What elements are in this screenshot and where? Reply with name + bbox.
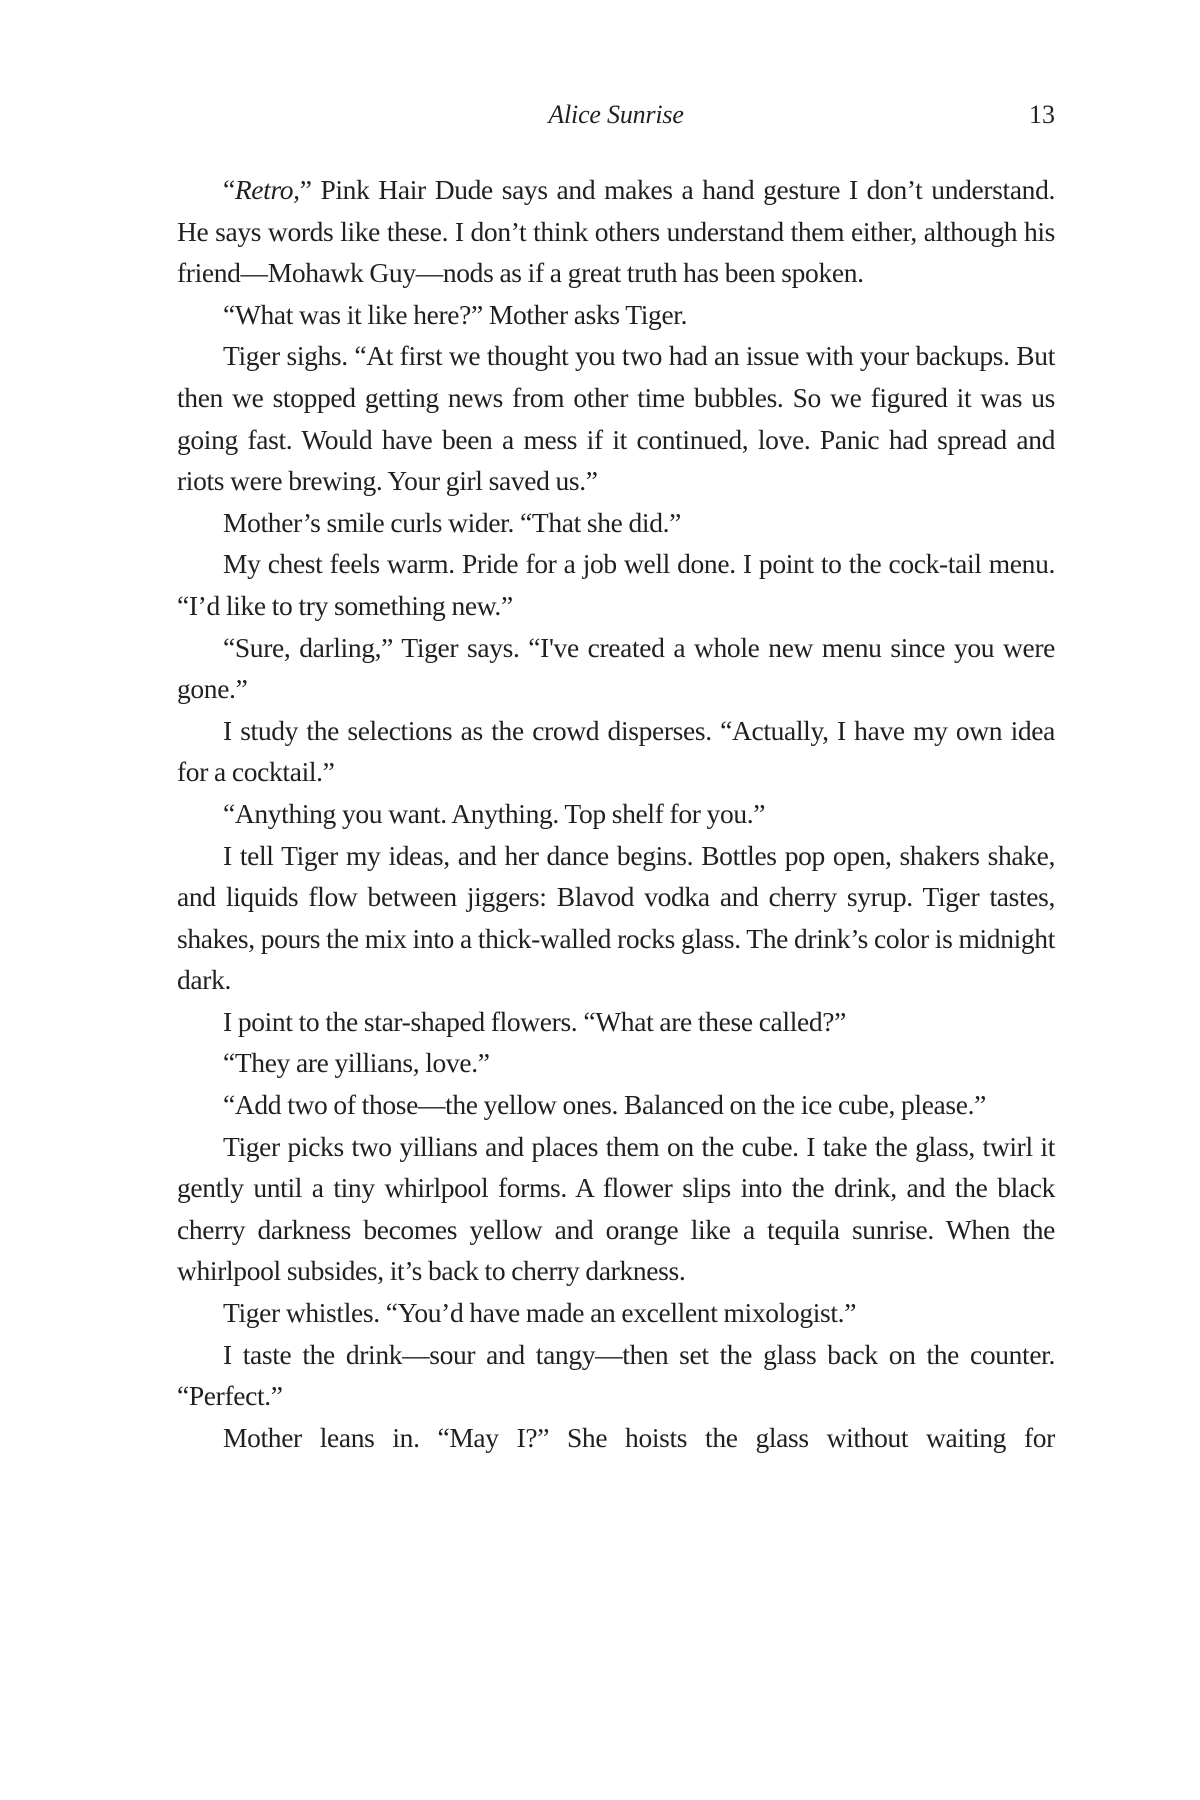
paragraph: I point to the star-shaped flowers. “What are these called?”	[223, 1005, 846, 1037]
running-header	[177, 98, 1055, 132]
italic-word: Retro,	[234, 174, 300, 205]
paragraph: Mother leans in. “May I?” She hoists the glass without waiting for	[223, 1421, 1055, 1453]
paragraph: “Sure, darling,” Tiger says. “I've created a whole new menu since you were gone.”	[177, 631, 1055, 705]
paragraph: “Anything you want. Anything. Top shelf for you.”	[223, 797, 766, 829]
paragraph: “Add two of those—the yellow ones. Balanced on the ice cube, please.”	[223, 1089, 987, 1121]
paragraph: I tell Tiger my ideas, and her dance begins. Bottles pop open, shakers shake, and liquids flow between jiggers: Blavod vodka and cherry syrup. Tiger tastes, shakes, pours the mix into a thick-walled rocks glass. The drink’s color is midnight dark.	[177, 839, 1055, 996]
paragraph: Tiger sighs. “At first we thought you two had an issue with your backups. But then we stopped getting news from other time bubbles. So we figured it was us going fast. Would have been a mess if it continued, love. Panic had spread and riots were brewing. Your girl saved us.”	[177, 340, 1055, 497]
body-text	[177, 169, 1055, 1458]
page-number: 13	[1029, 100, 1055, 129]
paragraph: “They are yillians, love.”	[223, 1047, 490, 1079]
paragraph: Tiger picks two yillians and places them on the cube. I take the glass, twirl it gently until a tiny whirlpool forms. A flower slips into the drink, and the black cherry darkness becomes yellow and orange like a tequila sunrise. When the whirlpool subsides, it’s back to cherry darkness.	[177, 1130, 1055, 1287]
paragraph: I study the selections as the crowd disperses. “Actually, I have my own idea for a cocktail.”	[177, 714, 1055, 788]
paragraph	[177, 169, 1055, 294]
running-title: Alice Sunrise	[548, 100, 684, 129]
paragraph: Tiger whistles. “You’d have made an excellent mixologist.”	[223, 1297, 857, 1329]
paragraph: Mother’s smile curls wider. “That she did.”	[223, 506, 682, 538]
open-quote: “	[223, 174, 235, 205]
paragraph: “What was it like here?” Mother asks Tiger.	[223, 298, 688, 330]
paragraph: I taste the drink—sour and tangy—then set the glass back on the counter. “Perfect.”	[177, 1338, 1055, 1412]
paragraph-text: ” Pink Hair Dude says and makes a hand gesture I don’t understand. He says words like these. I don’t think others understand them either, although his friend—Mohawk Guy—nods as if a great truth has been spoken.	[177, 174, 1055, 289]
paragraph: My chest feels warm. Pride for a job well done. I point to the cock-tail menu. “I’d like to try something new.”	[177, 548, 1055, 621]
